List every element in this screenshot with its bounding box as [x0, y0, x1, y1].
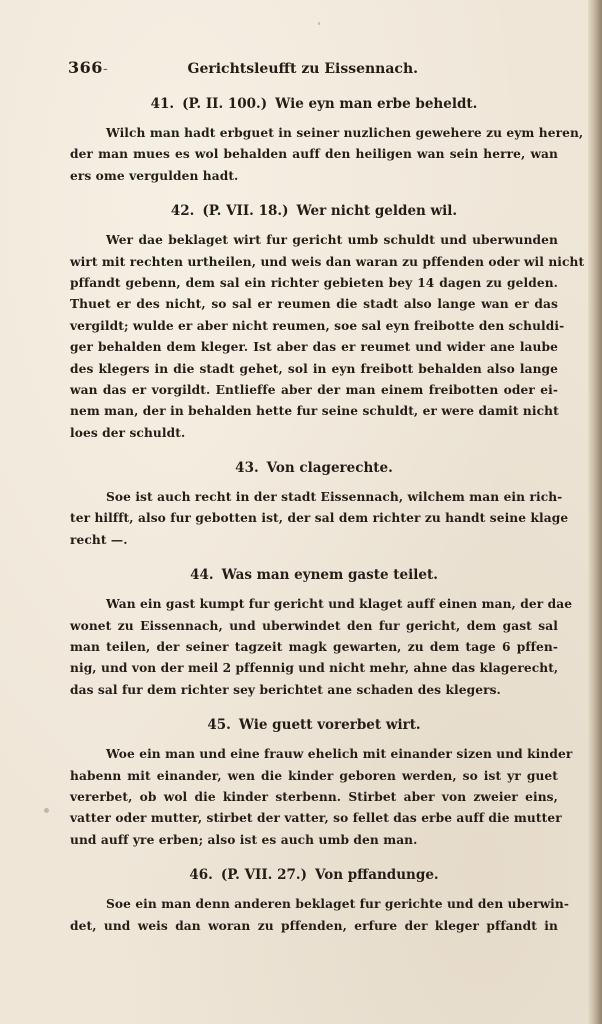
paper-spot	[318, 22, 320, 25]
running-title: Gerichtsleufft zu Eissennach.	[187, 61, 418, 77]
page-number: 366	[68, 58, 103, 77]
text-line: nem man, der in behalden hette fur seine schuldt, er were damit nicht	[70, 404, 559, 419]
section-text-43	[70, 487, 569, 551]
section-title: Wer nicht gelden wil.	[296, 203, 458, 220]
paper-spot	[570, 262, 573, 265]
section-text-46	[70, 894, 570, 937]
section-number: 43.	[235, 460, 259, 477]
text-line: des klegers in die stadt gehet, sol in eyn freibott behalden also lange	[70, 361, 558, 376]
section-title: Von pffandunge.	[314, 867, 439, 884]
text-line: Thuet er des nicht, so sal er reumen die stadt also lange wan er das	[70, 297, 558, 312]
running-head-mark: -	[103, 61, 108, 77]
section-title: Wie guett vorerbet wirt.	[238, 717, 421, 734]
section-reference: (P. VII. 27.)	[220, 867, 307, 884]
section-text-42	[70, 230, 585, 444]
text-line: das sal fur dem richter sey berichtet ane schaden des klegers.	[70, 682, 501, 697]
text-line: pffandt gebenn, dem sal ein richter gebieten bey 14 dagen zu gelden.	[70, 275, 558, 290]
section-number: 44.	[190, 567, 214, 584]
text-line: Wilch man hadt erbguet in seiner nuzlichen gewehere zu eym heren,	[106, 126, 584, 140]
text-line: Wan ein gast kumpt fur gericht und klaget auff einen man, der dae	[106, 597, 573, 612]
text-line: man teilen, der seiner tagzeit magk gewarten, zu dem tage 6 pffen-	[70, 640, 558, 655]
section-number: 45.	[207, 717, 231, 734]
text-line: ter hilfft, also fur gebotten ist, der sal dem richter zu handt seine klage	[70, 511, 569, 526]
section-heading-45	[70, 715, 558, 735]
text-line: loes der schuldt.	[70, 425, 186, 440]
section-number: 46.	[189, 867, 213, 884]
section-heading-41	[70, 94, 558, 114]
section-heading-44	[70, 565, 558, 585]
section-reference: (P. II. 100.)	[182, 96, 268, 112]
text-line: und auff yre erben; also ist es auch umb den man.	[70, 832, 418, 847]
running-head	[68, 58, 418, 80]
text-line: wan das er vorgildt. Entlieffe aber der man einem freibotten oder ei-	[70, 382, 558, 397]
section-title: Von clagerechte.	[266, 460, 393, 477]
text-line: Woe ein man und eine frauw ehelich mit einander sizen und kinder	[106, 747, 573, 762]
text-line: Soe ist auch recht in der stadt Eissennach, wilchem man ein rich-	[106, 490, 563, 505]
page-content	[70, 94, 585, 951]
section-heading-43	[70, 458, 558, 478]
text-line: Wer dae beklaget wirt fur gericht umb schuldt und uberwunden	[106, 233, 558, 248]
text-line: vergildt; wulde er aber nicht reumen, soe sal eyn freibotte den schuldi-	[70, 318, 565, 333]
text-line: nig, und von der meil 2 pffennig und nicht mehr, ahne das klagerecht,	[70, 661, 559, 676]
text-line: recht —.	[70, 532, 128, 547]
text-line: Soe ein man denn anderen beklaget fur gerichte und den uberwin-	[106, 897, 570, 912]
section-heading-46	[70, 865, 558, 885]
text-line: wirt mit rechten urtheilen, und weis dan waran zu pffenden oder wil nicht	[70, 254, 585, 269]
text-line: ger behalden dem kleger. Ist aber das er reumet und wider ane laube	[70, 340, 558, 355]
section-text-45	[70, 744, 573, 851]
section-title: Was man eynem gaste teilet.	[221, 567, 438, 584]
section-heading-42	[70, 201, 558, 221]
page-edge	[588, 0, 602, 1024]
section-number: 41.	[150, 96, 175, 112]
section-reference: (P. VII. 18.)	[202, 203, 289, 220]
section-title: Wie eyn man erbe beheldt.	[275, 96, 478, 112]
section-number: 42.	[170, 203, 195, 220]
text-line: habenn mit einander, wen die kinder geboren werden, so ist yr guet	[70, 768, 558, 783]
text-line: der man mues es wol behalden auff den heiligen wan sein herre, wan	[70, 147, 558, 162]
section-text-44	[70, 594, 573, 701]
text-line: vererbet, ob wol die kinder sterbenn. Stirbet aber von zweier eins,	[70, 789, 558, 804]
text-line: vatter oder mutter, stirbet der vatter, so fellet das erbe auff die mutter	[70, 811, 562, 826]
paper-spot	[44, 808, 49, 813]
text-line: wonet zu Eissennach, und uberwindet den fur gericht, dem gast sal	[70, 618, 558, 633]
section-text-41	[70, 123, 584, 187]
text-line: ers ome vergulden hadt.	[70, 168, 239, 183]
text-line: det, und weis dan woran zu pffenden, erfure der kleger pffandt in	[70, 918, 558, 933]
